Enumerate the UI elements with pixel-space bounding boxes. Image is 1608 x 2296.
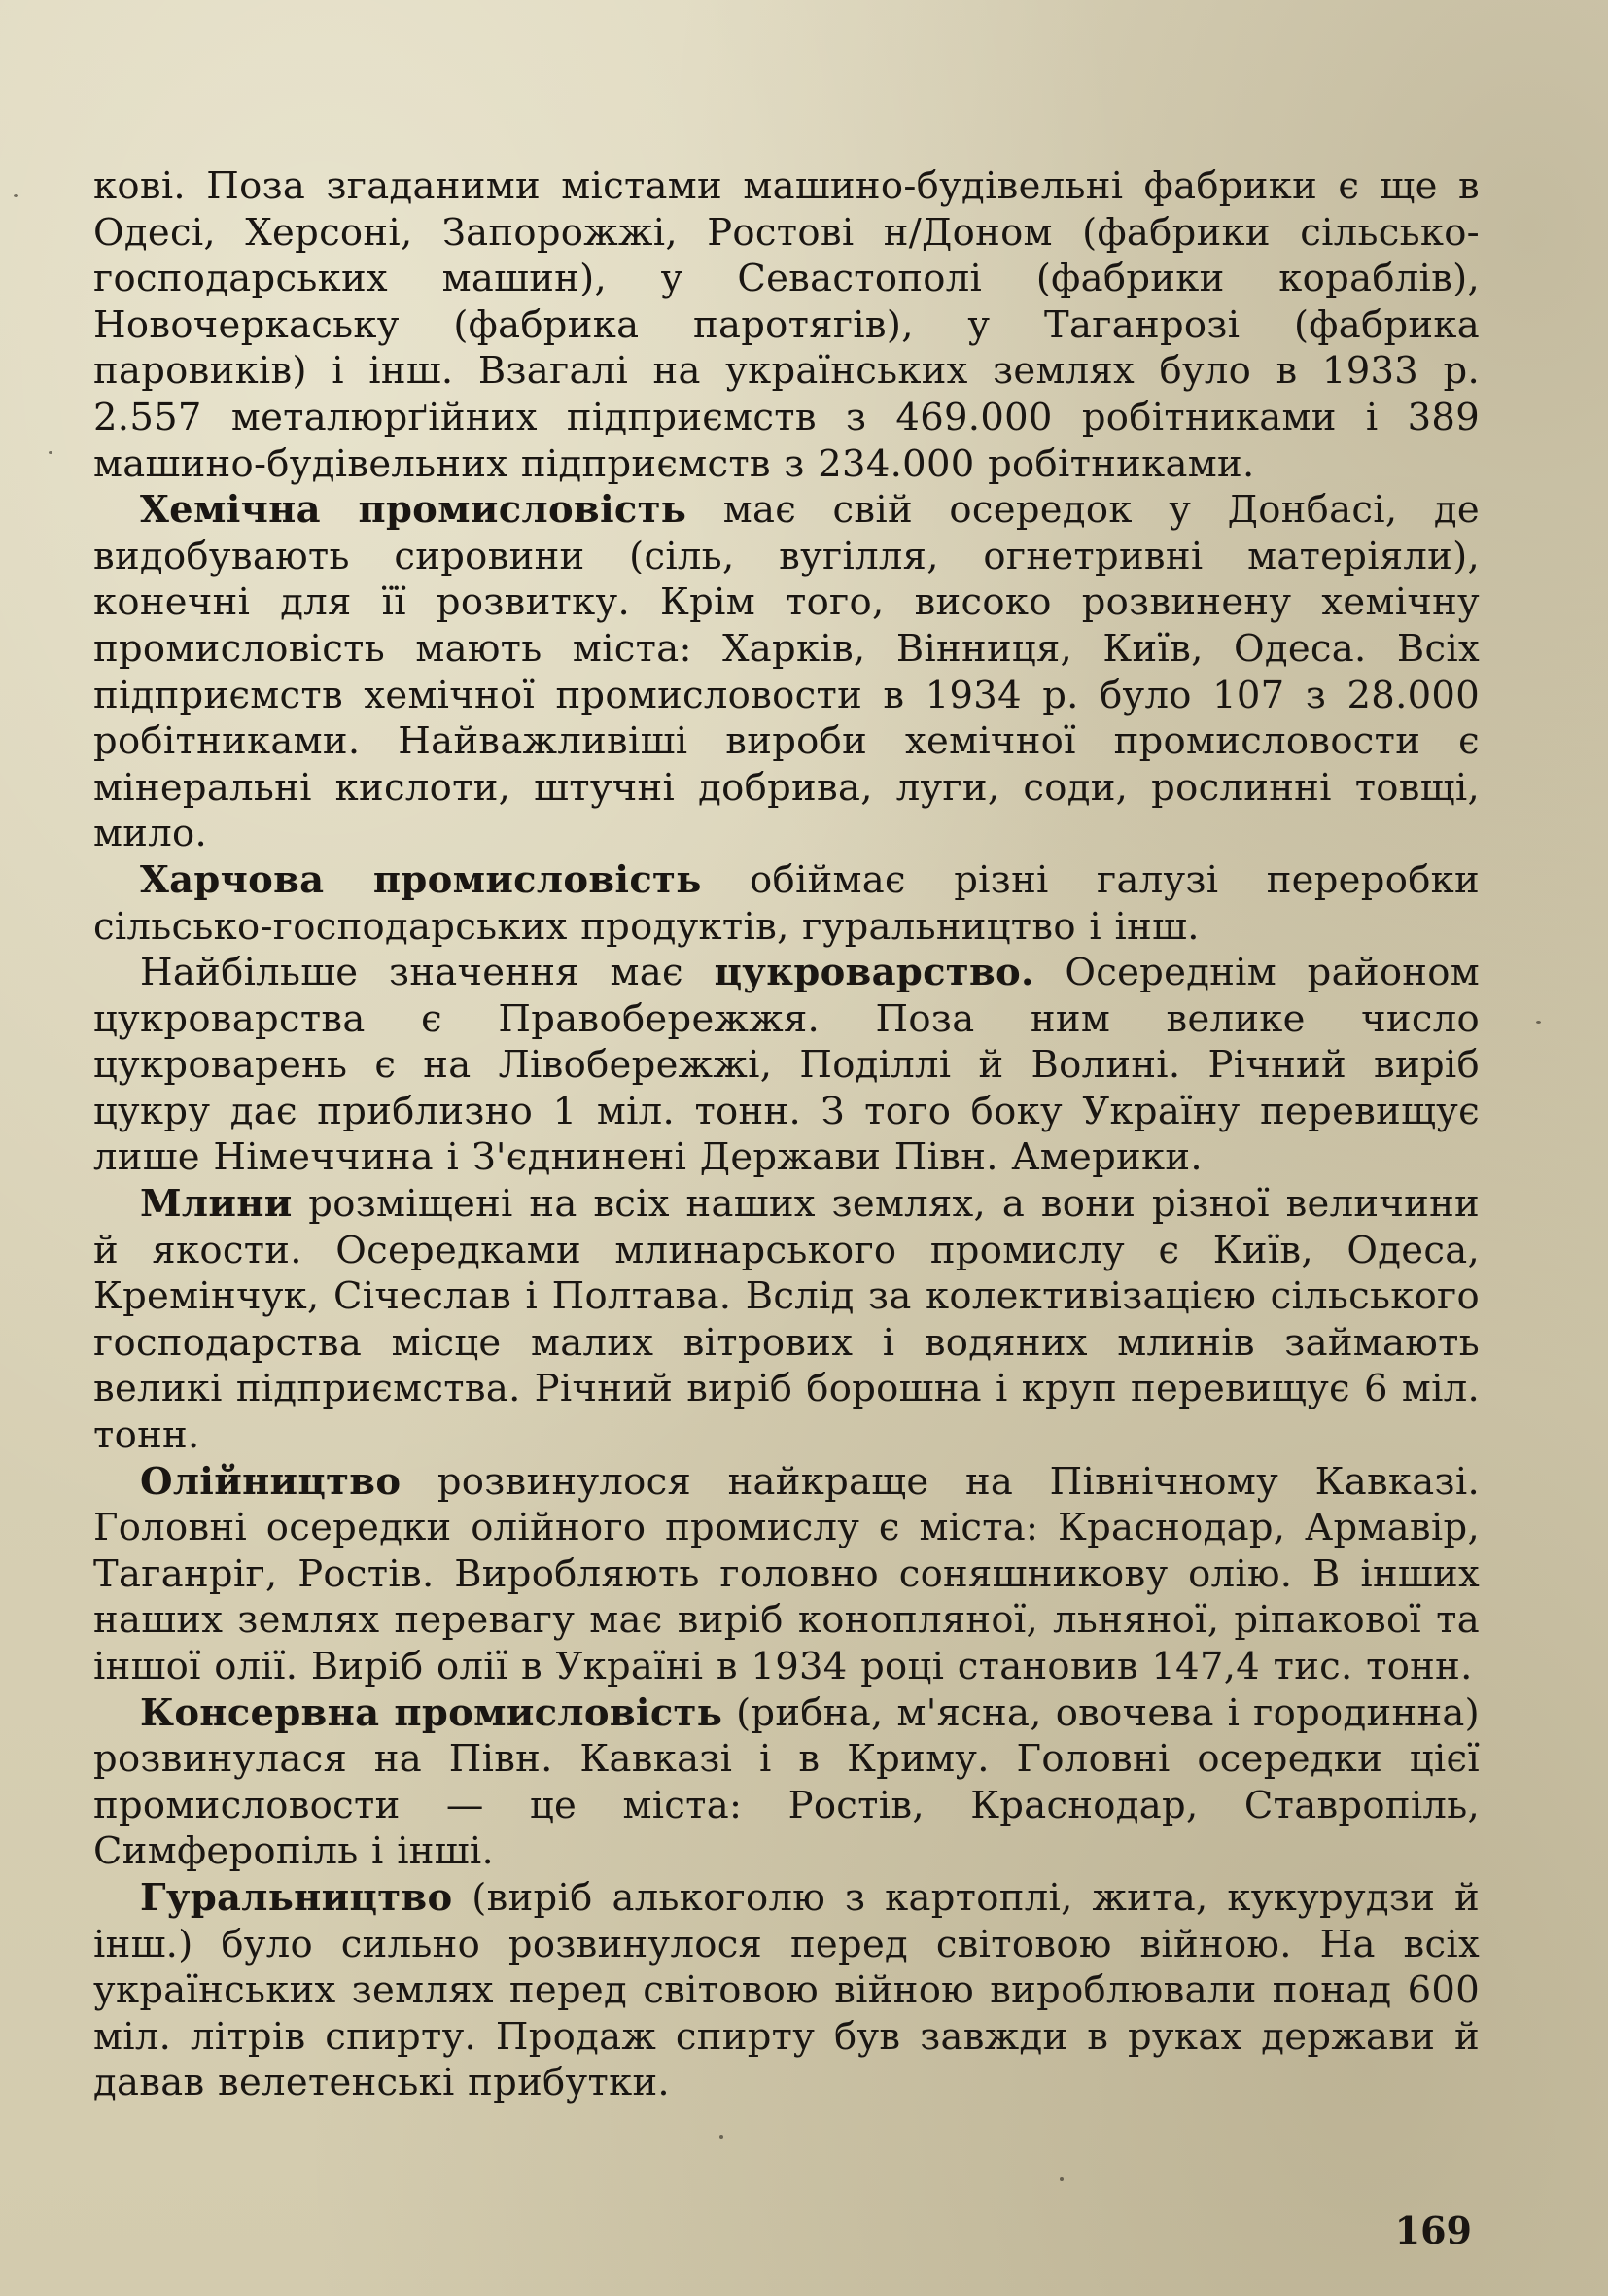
paper-speck	[719, 2135, 723, 2139]
paragraph-sugar-industry	[93, 950, 1480, 1181]
paragraph-text: розвинулося найкраще на Північному Кавказі. Головні осередки олійного промислу є міста: Краснодар, Армавір, Таганріг, Ростів. Виробляють головно соняшникову олію. В інших наших землях перевагу має виріб конопляної, льняної, ріпакової та іншої олії. Виріб олії в Україні в 1934 році становив 147,4 тис. тонн.	[93, 1459, 1480, 1688]
paragraph-canning-industry	[93, 1690, 1480, 1875]
paper-speck	[1536, 1021, 1541, 1024]
paragraph-text: (виріб алькоголю з картоплі, жита, кукурудзи й інш.) було сильно розвинулося перед світовою війною. На всіх українських землях перед світовою війною виробл​ювали понад 600 міл. літрів спирту. Продаж спирту був завжди в руках держави й давав велетенські прибутки.	[93, 1875, 1480, 2105]
paragraph-term: Гуральництво	[140, 1875, 453, 1920]
paragraph-oil-production	[93, 1459, 1480, 1690]
paragraph-text: обіймає різні галузі переробки сільсько-господарських продуктів, гуральництво і інш.	[93, 857, 1480, 949]
paragraph-text: Осереднім районом цукроварства є Правобережжя. Поза ним велике число цукроварень є на Лівобережжі, Поділлі й Волині. Річний виріб цукру дає приблизно 1 міл. тонн. З того боку Україну перевищує лише Німеччина і З'єднинені Держави Півн. Америки.	[93, 951, 1480, 1180]
paragraph-term: Харчова промисловість	[140, 857, 702, 902]
paragraph-term: Консервна промисловість	[140, 1690, 723, 1735]
paragraph-term: Хемічна промисловість	[140, 488, 687, 533]
paragraph-text: має свій осередок у Донбасі, де видобувають сировини (сіль, вугілля, огнетривні матеріяли), конечні для її розвитку. Крім того, високо розвинену хемічну промисловість мають міста: Харків, Вінниця, Київ, Одеса. Всіх підприємств хемічної промисловости в 1934 р. було 107 з 28.000 робітниками. Найважливіші вироби хемічної промисловости є мінеральні кислоти, штучні добрива, луги, соди, рослинні товщі, мило.	[93, 488, 1480, 856]
paper-speck	[14, 194, 18, 197]
paragraph-lead-text: Найбільше значення має	[140, 951, 715, 995]
paragraph-text: (рибна, м'ясна, овочева і городинна) розвинулася на Півн. Кавказі і в Криму. Головні осередки цієї промисловости — це міста: Ростів, Краснодар, Ставропіль, Симферопіль і інші.	[93, 1690, 1480, 1874]
paragraph-term: Олійництво	[140, 1459, 402, 1504]
paragraph-term: Млини	[140, 1182, 293, 1227]
paragraph-mills	[93, 1181, 1480, 1459]
body-text	[93, 163, 1480, 2106]
paragraph-chemical-industry	[93, 487, 1480, 857]
paper-speck	[1060, 2177, 1064, 2181]
paragraph-food-industry	[93, 857, 1480, 950]
paragraph-distilling	[93, 1875, 1480, 2106]
page-number: 169	[1394, 2209, 1472, 2252]
paragraph-text: кові. Поза згаданими містами машино-будівельні фабрики є ще в Одесі, Херсоні, Запорожжі, Ростові н/Доном (фабрики сільсько-господарських машин), у Севастополі (фабрики кораблів), Новочеркаську (фабрика паротягів), у Таганрозі (фабрика паровиків) і інш. Взагалі на українських землях було в 1933 р. 2.557 металюрґійних підприємств з 469.000 робітниками і 389 машино-будівельних підприємств з 234.000 робітниками.	[93, 164, 1480, 486]
paper-speck	[49, 451, 52, 454]
paragraph-term: цукроварство.	[714, 951, 1034, 995]
paragraph-text: розміщені на всіх наших землях, а вони різної величини й якости. Осередками млинарського промислу є Київ, Одеса, Кремінчук, Січеслав і Полтава. Вслід за колективізацією сільського господарства місце малих вітрових і водяних млинів займають великі підприємства. Річний виріб борошна і круп перевищує 6 міл. тонн.	[93, 1182, 1480, 1458]
paragraph-machine-building	[93, 163, 1480, 487]
